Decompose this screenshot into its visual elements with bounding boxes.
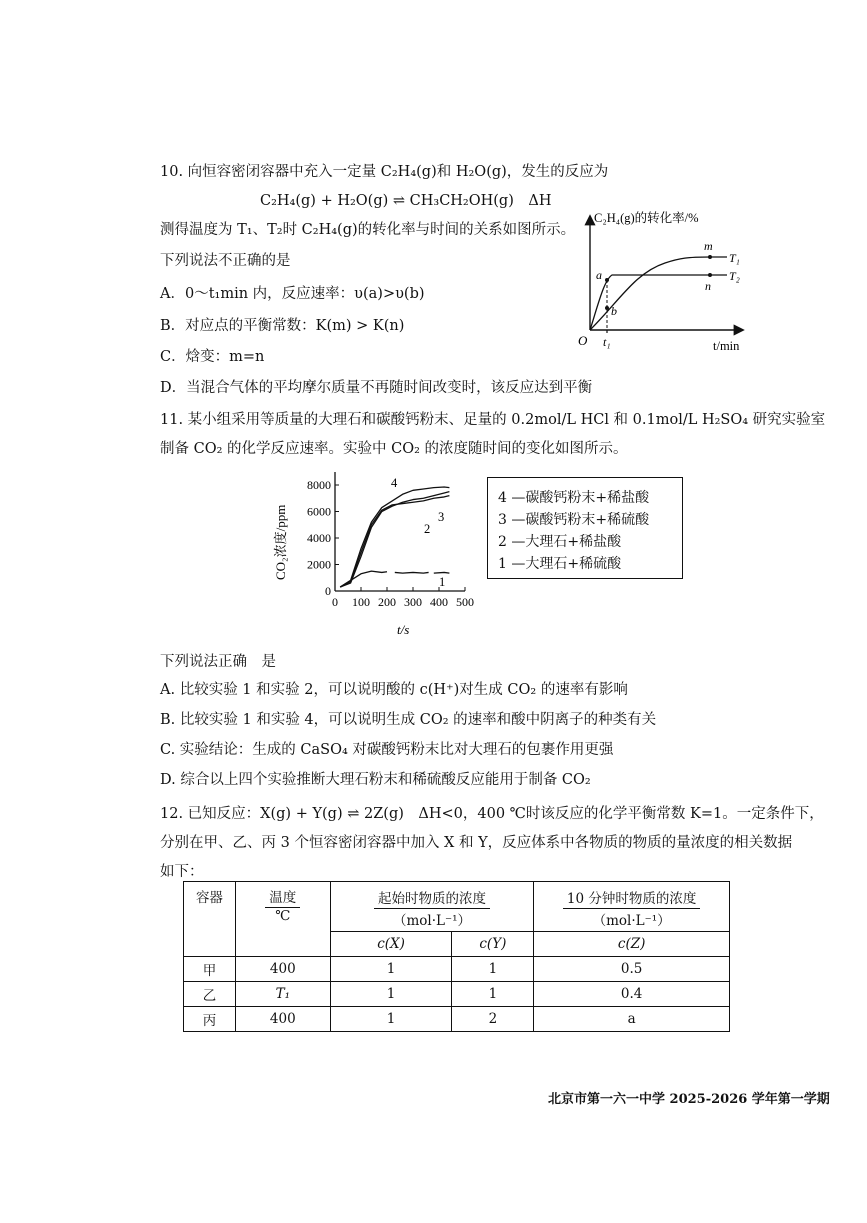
q10-xlabel: t/min [713, 339, 740, 353]
q12-stem-line3: 如下： [160, 864, 204, 880]
q11-curve-label-4: 4 [391, 476, 398, 490]
q11-option-a: A. 比较实验 1 和实验 2，可以说明酸的 c(H⁺)对生成 CO₂ 的速率有影响 [160, 682, 628, 698]
q12-header-temp-unit: ℃ [275, 908, 291, 924]
q11-curve-label-3: 3 [438, 510, 445, 524]
q12-header-temp [235, 882, 330, 957]
q10-option-b: B．对应点的平衡常数：K(m) > K(n) [160, 318, 405, 334]
co2-ytick-label: 2000 [307, 557, 331, 572]
q10-label-b: b [611, 304, 617, 318]
q10-equation: C₂H₄(g) + H₂O(g) ⇌ CH₃CH₂OH(g) ΔH [260, 193, 552, 209]
q12-header-10min [534, 882, 730, 932]
q10-label-m: m [704, 239, 713, 253]
q12-stem-line1: 12. 已知反应：X(g) + Y(g) ⇌ 2Z(g) ΔH<0，400 ℃时该反应的化学平衡常数 K=1。一定条件下， [160, 806, 824, 822]
q11-xlabel: t/s [397, 622, 410, 637]
q12-header-start-label: 起始时物质的浓度 [374, 887, 490, 909]
co2-series-4-line [340, 487, 449, 587]
co2-ytick-label: 0 [325, 584, 331, 598]
q11-stem-line1: 11. 某小组采用等质量的大理石和碳酸钙粉末、足量的 0.2mol/L HCl 和 0.1mol/L H₂SO₄ 研究实验室 [160, 412, 826, 428]
q10-option-c: C．焓变：m=n [160, 349, 265, 365]
q12-header-10min-label: 10 分钟时物质的浓度 [563, 887, 700, 909]
q10-curve-t2 [590, 275, 710, 330]
q11-legend-item-3: 3 —碳酸钙粉末+稀硫酸 [498, 512, 650, 528]
co2-xtick-label: 200 [378, 595, 396, 609]
q12-header-cx: c(X) [330, 932, 452, 957]
q12-cell-cz: a [534, 1007, 730, 1032]
q12-data-table [183, 881, 730, 1032]
co2-ytick-label: 4000 [307, 531, 331, 545]
q10-conversion-graph [570, 205, 760, 355]
q11-legend-item-2: 2 —大理石+稀盐酸 [498, 534, 622, 550]
q11-option-b: B. 比较实验 1 和实验 4，可以说明生成 CO₂ 的速率和酸中阴离子的种类有关 [160, 712, 657, 728]
q12-cell-container: 丙 [184, 1007, 236, 1032]
co2-xtick-label: 500 [456, 595, 474, 609]
q12-cell-container: 乙 [184, 982, 236, 1007]
co2-xtick-label: 100 [352, 595, 370, 609]
q12-cell-cz: 0.4 [534, 982, 730, 1007]
q12-cell-cy: 2 [452, 1007, 534, 1032]
q11-co2-chart [265, 470, 480, 640]
q10-point-n [708, 273, 712, 277]
co2-series-1-line [395, 572, 429, 573]
q12-header-start-unit: （mol·L⁻¹） [392, 912, 472, 929]
q11-curve-label-1: 1 [439, 575, 446, 589]
q10-point-b [605, 306, 609, 310]
q10-option-a: A．0～t₁min 内，反应速率：υ(a)>υ(b) [160, 286, 425, 302]
q10-label-t1: T₁ [729, 251, 740, 265]
co2-ytick-label: 6000 [307, 504, 331, 519]
co2-ytick-label: 8000 [307, 478, 331, 492]
page-footer: 北京市第一六一中学 2025-2026 学年第一学期 [548, 1092, 830, 1107]
co2-series-1-line [434, 572, 450, 573]
q11-legend [487, 477, 683, 579]
q12-cell-cx: 1 [330, 982, 452, 1007]
q10-label-a: a [596, 268, 602, 282]
q12-header-cy: c(Y) [452, 932, 534, 957]
q10-label-n: n [705, 279, 711, 293]
q10-ylabel: C₂H₄(g)的转化率/% [594, 211, 699, 225]
co2-series-2-line [340, 496, 449, 587]
q12-header-10min-unit: （mol·L⁻¹） [592, 912, 671, 929]
q12-cell-cy: 1 [452, 957, 534, 982]
q12-cell-cx: 1 [330, 957, 452, 982]
q12-cell-temp: 400 [235, 1007, 330, 1032]
q10-label-t2: T₂ [729, 269, 740, 283]
q12-cell-temp: 400 [235, 957, 330, 982]
q10-curve-t1 [590, 257, 710, 330]
q12-cell-cy: 1 [452, 982, 534, 1007]
q11-stem-line2: 制备 CO₂ 的化学反应速率。实验中 CO₂ 的浓度随时间的变化如图所示。 [160, 441, 628, 457]
q11-option-d: D. 综合以上四个实验推断大理石粉末和稀硫酸反应能用于制备 CO₂ [160, 772, 591, 788]
q12-cell-cz: 0.5 [534, 957, 730, 982]
co2-xtick-label: 400 [430, 595, 448, 609]
q10-t1-label: t₁ [603, 335, 611, 349]
q11-legend-item-1: 1 —大理石+稀硫酸 [498, 556, 622, 572]
q10-point-m [708, 255, 712, 259]
q12-cell-container: 甲 [184, 957, 236, 982]
q11-ylabel: CO₂浓度/ppm [273, 504, 288, 580]
q12-stem-line2: 分别在甲、乙、丙 3 个恒容密闭容器中加入 X 和 Y，反应体系中各物质的物质的量浓度的相关数据 [160, 835, 793, 851]
q12-header-temp-label: 温度 [265, 886, 300, 908]
q11-ask: 下列说法正确 是 [160, 654, 276, 670]
co2-xtick-label: 300 [404, 595, 422, 609]
q11-option-c: C. 实验结论：生成的 CaSO₄ 对碳酸钙粉末比对大理石的包裹作用更强 [160, 742, 614, 758]
q12-cell-cx: 1 [330, 1007, 452, 1032]
co2-xtick-label: 0 [332, 595, 338, 609]
q10-origin: O [578, 333, 588, 348]
q10-ask: 下列说法不正确的是 [160, 253, 291, 269]
q12-header-start [330, 882, 534, 932]
q12-header-cz: c(Z) [534, 932, 730, 957]
q10-point-a [605, 278, 609, 282]
q12-header-container: 容器 [184, 882, 236, 957]
q11-curve-label-2: 2 [424, 522, 431, 536]
q10-option-d: D．当混合气体的平均摩尔质量不再随时间改变时，该反应达到平衡 [160, 380, 593, 396]
q12-table-row [184, 957, 730, 982]
q10-stem: 10. 向恒容密闭容器中充入一定量 C₂H₄(g)和 H₂O(g)，发生的反应为 [160, 164, 609, 180]
q12-table-row [184, 982, 730, 1007]
q12-table-row [184, 1007, 730, 1032]
q12-cell-temp: T₁ [235, 982, 330, 1007]
q11-legend-item-4: 4 —碳酸钙粉末+稀盐酸 [498, 490, 650, 506]
q10-line2: 测得温度为 T₁、T₂时 C₂H₄(g)的转化率与时间的关系如图所示。 [160, 222, 576, 238]
